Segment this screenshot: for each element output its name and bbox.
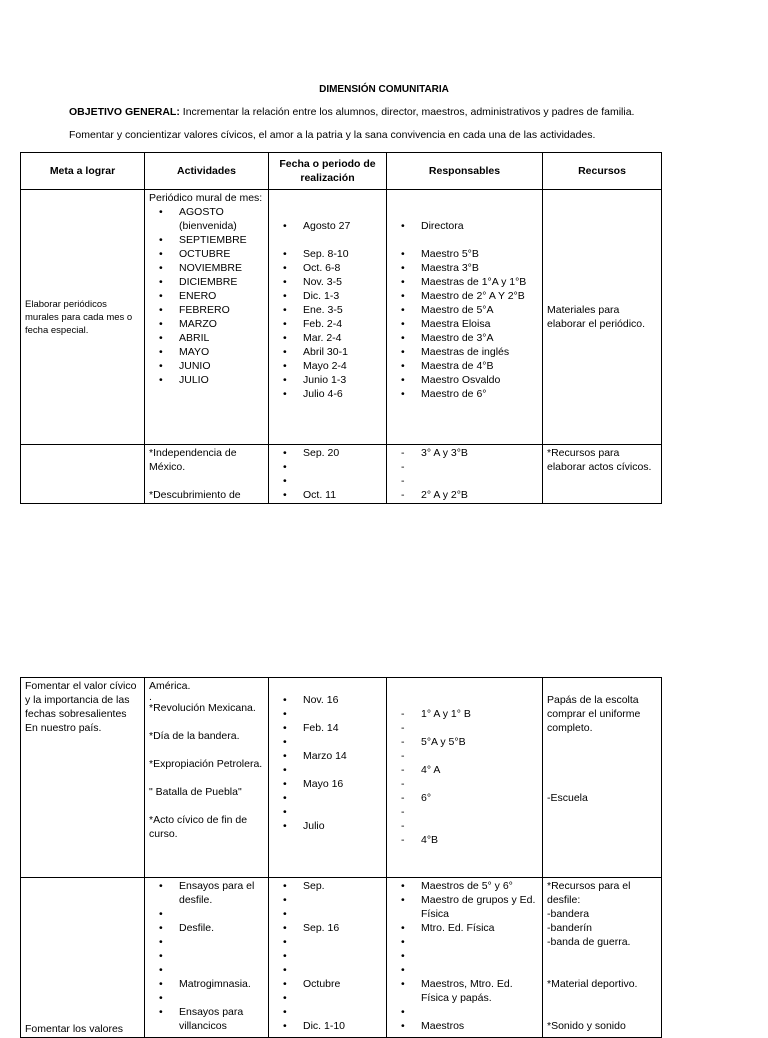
activity-item: *Acto cívico de fin de curso.: [149, 814, 248, 840]
date-item: • Mar. 2-4: [293, 331, 382, 345]
date-item: • Ene. 3-5: [293, 303, 382, 317]
list-item: - 4°B: [411, 833, 538, 847]
resource-item: -Escuela: [547, 792, 588, 804]
month-item: • MARZO: [169, 317, 264, 331]
dates-list: [273, 446, 382, 502]
table-row: [21, 878, 662, 1038]
list-item: - 2° A y 2°B: [411, 488, 538, 502]
header-responsables: Responsables: [387, 153, 543, 190]
activity-item: *Descubrimiento de: [149, 489, 241, 501]
month-item: • MAYO: [169, 345, 264, 359]
cell-resources: Materiales para elaborar el periódico.: [543, 190, 662, 445]
cell-resources: [543, 678, 662, 878]
cell-meta: Fomentar el valor cívico y la importancia de las fechas sobresalientes En nuestro país.: [21, 678, 145, 878]
list-item: • Maestro de grupos y Ed. Física: [411, 893, 538, 921]
header-recursos: Recursos: [543, 153, 662, 190]
cell-meta: Elaborar periódicos murales para cada mes o fecha especial.: [21, 190, 145, 445]
list-item: • Matrogimnasia.: [169, 977, 264, 991]
date-item: • Julio 4-6: [293, 387, 382, 401]
activity-item: *Día de la bandera.: [149, 730, 240, 742]
header-fecha: Fecha o periodo de realización: [269, 153, 387, 190]
list-item: • Ensayos para el desfile.: [169, 879, 264, 907]
cell-responsibles: [387, 190, 543, 445]
month-item: • ABRIL: [169, 331, 264, 345]
date-item: • Junio 1-3: [293, 373, 382, 387]
dates-list: [273, 247, 382, 401]
date-item: • Sep. 8-10: [293, 247, 382, 261]
activities-table-page1: [20, 152, 662, 504]
dates-list: [273, 879, 382, 1033]
responsibles-list: [391, 247, 538, 401]
list-item: • Maestros de 5° y 6°: [411, 879, 538, 893]
cell-meta: Fomentar los valores: [21, 878, 145, 1038]
header-meta: Meta a lograr: [21, 153, 145, 190]
resource-item: *Material deportivo.: [547, 978, 638, 990]
dates-list: [273, 693, 382, 833]
list-item: • Sep.: [293, 879, 382, 893]
responsible-first: [391, 219, 538, 233]
responsible-item: • Maestra de 4°B: [411, 359, 538, 373]
date-item: • Dic. 1-3: [293, 289, 382, 303]
responsible-item: • Maestro Osvaldo: [411, 373, 538, 387]
activities-list: [149, 879, 264, 1033]
activity-item: *Revolución Mexicana.: [149, 702, 256, 714]
header-actividades: Actividades: [145, 153, 269, 190]
list-item: • Octubre: [293, 977, 382, 991]
cell-dates: [269, 878, 387, 1038]
cell-dates: [269, 190, 387, 445]
list-item: • Dic. 1-10: [293, 1019, 382, 1033]
responsible-item: • Maestro 5°B: [411, 247, 538, 261]
resource-item: *Recursos para el desfile:: [547, 880, 631, 906]
list-item: • Oct. 11: [293, 488, 382, 502]
month-item: • OCTUBRE: [169, 247, 264, 261]
list-item: • Maestros: [411, 1019, 538, 1033]
list-item: • Directora: [411, 219, 538, 233]
resource-item: -bandera: [547, 908, 590, 920]
responsibles-list: [391, 879, 538, 1033]
month-item: • DICIEMBRE: [169, 275, 264, 289]
months-list: [149, 205, 264, 387]
list-item: - 3° A y 3°B: [411, 446, 538, 460]
date-item: • Nov. 3-5: [293, 275, 382, 289]
cell-responsibles: [387, 678, 543, 878]
objective-label: OBJETIVO GENERAL:: [69, 106, 180, 118]
list-item: - 6°: [411, 791, 538, 805]
responsible-item: • Maestro de 2° A Y 2°B: [411, 289, 538, 303]
list-item: - 1° A y 1° B: [411, 707, 538, 721]
date-item: • Feb. 2-4: [293, 317, 382, 331]
responsible-item: • Maestro de 5°A: [411, 303, 538, 317]
cell-responsibles: [387, 878, 543, 1038]
cell-dates: [269, 678, 387, 878]
intro-paragraph: Fomentar y concientizar valores cívicos, el amor a la patria y la sana convivencia en cada una de las actividades.: [69, 129, 596, 141]
resource-item: -banderín: [547, 922, 592, 934]
list-item: • Mayo 16: [293, 777, 382, 791]
responsible-item: • Maestro de 6°: [411, 387, 538, 401]
month-item: • JUNIO: [169, 359, 264, 373]
list-item: - 5°A y 5°B: [411, 735, 538, 749]
list-item: • Julio: [293, 819, 382, 833]
activities-table-page2: [20, 677, 662, 1038]
dates-first: [273, 219, 382, 233]
activity-intro: Periódico mural de mes:: [149, 192, 263, 204]
resource-item: Papás de la escolta comprar el uniforme completo.: [547, 694, 641, 734]
resource-item: -banda de guerra.: [547, 936, 631, 948]
cell-responsibles: [387, 445, 543, 504]
responsible-item: • Maestras de 1°A y 1°B: [411, 275, 538, 289]
month-item: • FEBRERO: [169, 303, 264, 317]
month-item: • NOVIEMBRE: [169, 261, 264, 275]
table-row: [21, 445, 662, 504]
responsibles-list: [391, 446, 538, 502]
activity-item: *Expropiación Petrolera.: [149, 758, 263, 770]
list-item: • Feb. 14: [293, 721, 382, 735]
list-item: • Nov. 16: [293, 693, 382, 707]
responsible-item: • Maestras de inglés: [411, 345, 538, 359]
list-item: • Sep. 20: [293, 446, 382, 460]
responsible-item: • Maestra Eloisa: [411, 317, 538, 331]
month-item: • SEPTIEMBRE: [169, 233, 264, 247]
cell-activities: [145, 190, 269, 445]
objective-line: [69, 106, 709, 119]
cell-resources: *Recursos para elaborar actos cívicos.: [543, 445, 662, 504]
list-item: • Desfile.: [169, 921, 264, 935]
list-item: • Mtro. Ed. Física: [411, 921, 538, 935]
activity-item: .: [149, 691, 152, 703]
date-item: • Abril 30-1: [293, 345, 382, 359]
responsible-item: • Maestro de 3°A: [411, 331, 538, 345]
list-item: • Ensayos para villancicos: [169, 1005, 264, 1033]
document-title: DIMENSIÓN COMUNITARIA: [319, 84, 449, 95]
table-row: [21, 190, 662, 445]
month-item: • ENERO: [169, 289, 264, 303]
cell-activities: [145, 445, 269, 504]
list-item: • Agosto 27: [293, 219, 382, 233]
activity-item: " Batalla de Puebla": [149, 786, 242, 798]
cell-activities: [145, 678, 269, 878]
resource-item: *Sonido y sonido: [547, 1020, 626, 1032]
table-row: [21, 678, 662, 878]
date-item: • Oct. 6-8: [293, 261, 382, 275]
responsibles-list: [391, 707, 538, 847]
table-header-row: [21, 153, 662, 190]
cell-dates: [269, 445, 387, 504]
list-item: • Sep. 16: [293, 921, 382, 935]
date-item: • Mayo 2-4: [293, 359, 382, 373]
list-item: • Maestros, Mtro. Ed. Física y papás.: [411, 977, 538, 1005]
list-item: - 4° A: [411, 763, 538, 777]
cell-activities: [145, 878, 269, 1038]
activity-item: América.: [149, 680, 191, 692]
objective-text: Incrementar la relación entre los alumnos, director, maestros, administrativos y padres de familia.: [179, 106, 635, 118]
cell-resources: [543, 878, 662, 1038]
activity-item: *Independencia de México.: [149, 447, 237, 473]
month-item: • JULIO: [169, 373, 264, 387]
cell-meta: [21, 445, 145, 504]
list-item: • Marzo 14: [293, 749, 382, 763]
month-item: • AGOSTO (bienvenida): [169, 205, 264, 233]
responsible-item: • Maestra 3°B: [411, 261, 538, 275]
